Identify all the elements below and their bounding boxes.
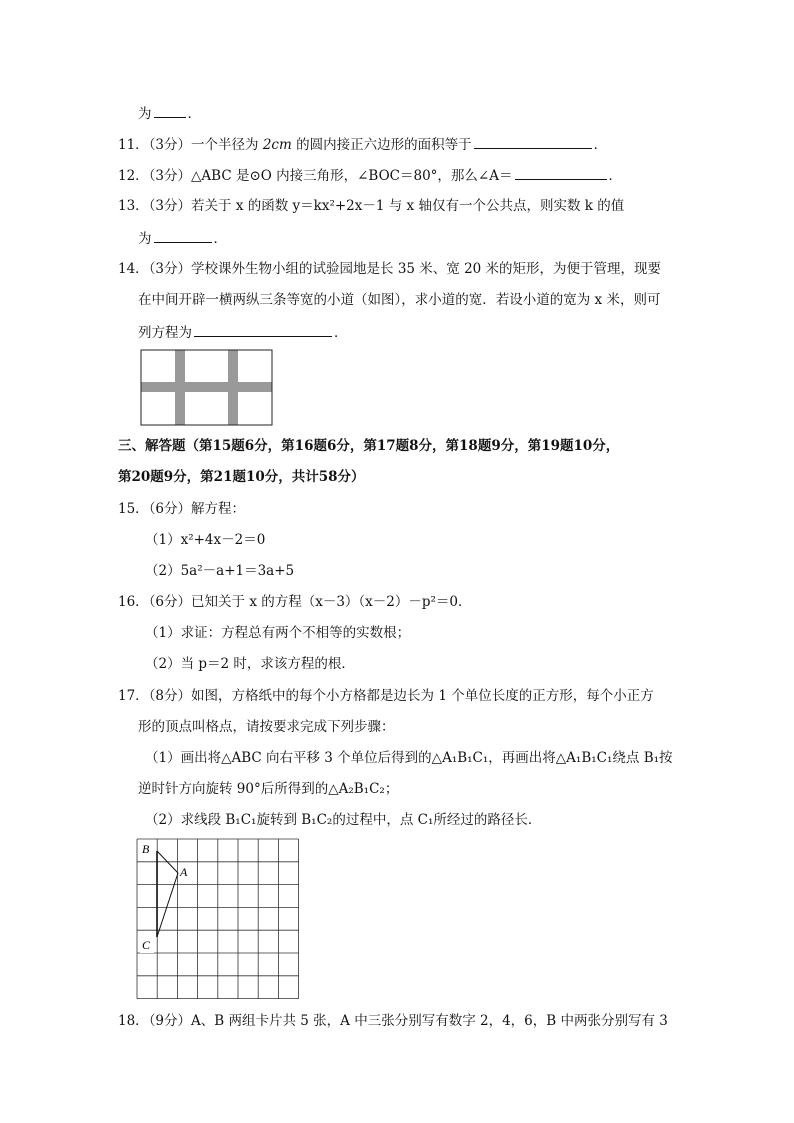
question-17-part1: （1）画出将△ABC 向右平移 3 个单位后得到的△A₁B₁C₁，再画出将△A₁B₁C₁绕点 B₁按: [145, 750, 673, 766]
question-16-part2: （2）当 p＝2 时，求该方程的根．: [145, 656, 355, 672]
question-13: 13．（3分）若关于 x 的函数 y＝kx²+2x－1 与 x 轴仅有一个公共点，则实数 k 的值: [118, 198, 625, 214]
garden-path-figure: [140, 349, 274, 427]
question-16: 16．（6分）已知关于 x 的方程（x－3）（x－2）－p²＝0．: [118, 594, 472, 610]
label-C: C: [142, 938, 151, 952]
question-14: 14．（3分）学校课外生物小组的试验园地是长 35 米、宽 20 米的矩形，为便于管理，现要: [118, 261, 662, 277]
question-12: 12．（3分）△ABC 是⊙O 内接三角形，∠BOC＝80°，那么∠A＝ ．: [118, 168, 622, 184]
answer-blank: [515, 166, 607, 180]
label-B: B: [142, 842, 150, 856]
question-16-part1: （1）求证：方程总有两个不相等的实数根；: [145, 625, 411, 641]
answer-blank: [474, 135, 592, 149]
section-3-heading-line2: 第20题9分，第21题10分，共计58分）: [118, 469, 365, 485]
question-15: 15．（6分）解方程：: [118, 501, 246, 517]
grid-figure: [136, 838, 300, 1000]
question-14-line3: 列方程为 ．: [138, 325, 348, 341]
question-14-line2: 在中间开辟一横两纵三条等宽的小道（如图），求小道的宽．若设小道的宽为 x 米，则可: [138, 292, 661, 308]
question-17: 17．（8分）如图，方格纸中的每个小方格都是边长为 1 个单位长度的正方形，每个小正方: [118, 688, 654, 704]
question-15-part1: （1）x²+4x－2＝0: [145, 532, 266, 548]
answer-blank: [154, 229, 212, 243]
section-3-heading: 三、解答题（第15题6分，第16题6分，第17题8分，第18题9分，第19题10分，: [118, 438, 620, 454]
answer-blank: [194, 323, 332, 337]
vertical-path-left: [175, 350, 185, 425]
vertical-path-right: [228, 350, 238, 425]
q10-tail: 为 ．: [138, 106, 201, 122]
horizontal-path: [141, 382, 272, 392]
answer-blank: [154, 104, 186, 118]
question-17-line2: 形的顶点叫格点，请按要求完成下列步骤：: [138, 719, 395, 735]
question-13-line2: 为 ．: [138, 231, 227, 247]
question-11: 11．（3分）一个半径为 2cm 的圆内接正六边形的面积等于 ．: [118, 137, 608, 153]
question-17-part2: （2）求线段 B₁C₁旋转到 B₁C₂的过程中，点 C₁所经过的路径长．: [145, 812, 542, 828]
question-17-part1-line2: 逆时针方向旋转 90°后所得到的△A₂B₁C₂；: [138, 781, 399, 797]
question-18: 18．（9分）A、B 两组卡片共 5 张，A 中三张分别写有数字 2，4，6，B 中两张分别写有 3: [118, 1013, 668, 1029]
label-A: A: [180, 865, 188, 879]
question-15-part2: （2）5a²－a+1＝3a+5: [145, 563, 295, 579]
segment-AC: [157, 873, 178, 937]
